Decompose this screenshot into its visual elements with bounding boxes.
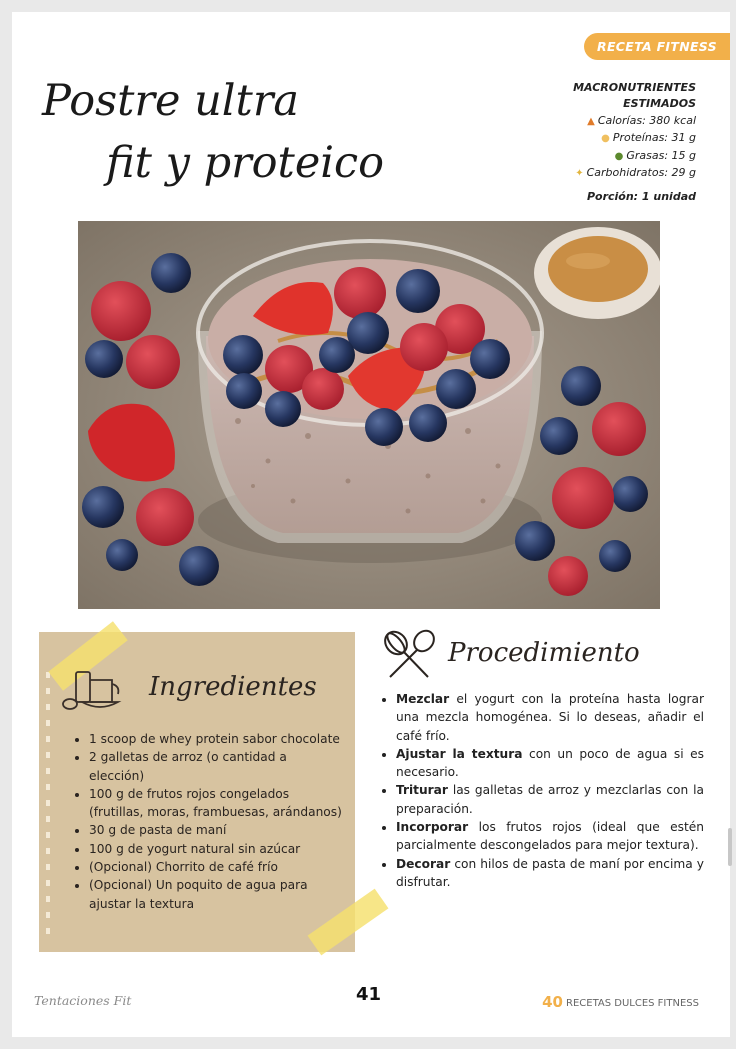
page-number: 41 bbox=[356, 984, 382, 1005]
muscle-icon: ● bbox=[601, 133, 610, 145]
ingredient-item: • (Opcional) Chorrito de café frío bbox=[89, 858, 344, 876]
portion-label: Porción: 1 unidad bbox=[586, 190, 696, 204]
ingredient-item: • 30 g de pasta de maní bbox=[89, 821, 344, 839]
ingredient-item: • 100 g de frutos rojos congelados (frutillas, moras, frambuesas, arándanos) bbox=[89, 785, 344, 822]
recipe-type-badge: RECETA FITNESS bbox=[584, 33, 730, 60]
ingredient-item: • (Opcional) Un poquito de agua para ajustar la textura bbox=[89, 876, 344, 913]
procedure-list bbox=[380, 690, 704, 891]
collection-name: RECETAS DULCES FITNESS bbox=[566, 998, 699, 1009]
procedure-step: • Ajustar la textura con un poco de agua si es necesario. bbox=[396, 745, 704, 782]
collection-count: 40 bbox=[542, 993, 563, 1011]
avocado-icon: ● bbox=[614, 150, 624, 162]
ingredient-item: • 2 galletas de arroz (o cantidad a elección) bbox=[89, 748, 344, 785]
macro-fat: ● Grasas: 15 g bbox=[496, 148, 696, 165]
macros-heading-1: MACRONUTRIENTES bbox=[573, 81, 696, 94]
procedure-step: • Triturar las galletas de arroz y mezclarlas con la preparación. bbox=[396, 781, 704, 818]
macro-protein: ● Proteínas: 31 g bbox=[496, 130, 696, 147]
wheat-icon: ✦ bbox=[575, 168, 584, 180]
procedure-step: • Incorporar los frutos rojos (ideal que estén parcialmente descongelados para mejor textura). bbox=[396, 818, 704, 855]
kitchen-utensils-icon bbox=[62, 668, 132, 712]
ingredients-title: Ingredientes bbox=[149, 672, 317, 702]
ingredients-card bbox=[39, 632, 355, 952]
procedure-step: • Decorar con hilos de pasta de maní por encima y disfrutar. bbox=[396, 855, 704, 892]
dessert-photo bbox=[78, 221, 660, 609]
title-line-2: fit y proteico bbox=[106, 138, 385, 188]
ingredient-item: • 1 scoop de whey protein sabor chocolate bbox=[89, 730, 344, 748]
macro-calories: ▲ Calorías: 380 kcal bbox=[496, 113, 696, 130]
title-line-1: Postre ultra bbox=[42, 76, 300, 126]
procedure-step: • Mezclar el yogurt con la proteína hasta lograr una mezcla homogénea. Si lo deseas, añadir el café frío. bbox=[396, 690, 704, 745]
recipe-page bbox=[12, 12, 730, 1037]
card-perforation bbox=[46, 672, 50, 942]
procedure-title: Procedimiento bbox=[448, 638, 640, 668]
ingredient-item: • 100 g de yogurt natural sin azúcar bbox=[89, 840, 344, 858]
ingredients-list bbox=[67, 730, 344, 913]
whisk-spoon-icon bbox=[380, 629, 438, 683]
macros-heading-2: ESTIMADOS bbox=[623, 97, 696, 111]
footer-collection bbox=[542, 993, 699, 1011]
macro-carbs: ✦ Carbohidratos: 29 g bbox=[496, 165, 696, 182]
footer-brand: Tentaciones Fit bbox=[34, 993, 132, 1008]
flame-icon: ▲ bbox=[587, 115, 595, 127]
scrollbar-thumb[interactable] bbox=[728, 828, 732, 866]
recipe-title bbox=[42, 70, 422, 194]
macros-box bbox=[496, 80, 696, 206]
